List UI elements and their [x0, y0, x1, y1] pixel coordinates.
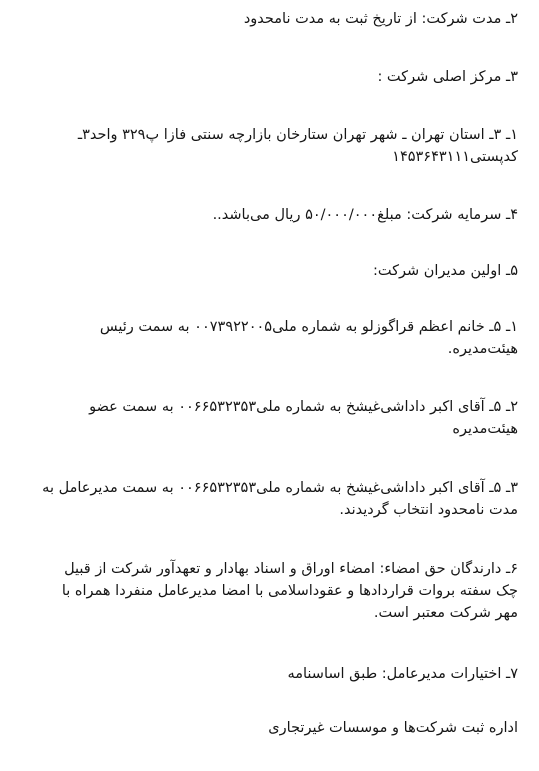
item-capital: ۴ـ سرمایه شرکت: مبلغ۵۰/۰۰۰/۰۰۰ ریال می‌باشد..	[212, 207, 518, 223]
item-first-directors-heading: ۵ـ اولین مدیران شرکت:	[372, 263, 518, 279]
registry-office-footer: اداره ثبت شرکت‌ها و موسسات غیرتجاری	[268, 720, 518, 736]
item-headquarters-address: ۱ـ ۳ـ استان تهران ـ شهر تهران ستارخان بازارچه سنتی فازا پ۳۲۹ واحد۳ـ کدپستی۱۴۵۳۶۴۳۱۱۱	[77, 127, 518, 165]
item-headquarters-heading: ۳ـ مرکز اصلی شرکت :	[377, 69, 518, 85]
item-director-ceo: ۳ـ ۵ـ آقای اکبر داداشی‌غیشخ به شماره ملی۰۰۶۶۵۳۲۳۵۳ به سمت مدیرعامل به مدت نامحدود انتخاب گردیدند.	[42, 480, 518, 518]
item-director-chair: ۱ـ ۵ـ خانم اعظم قراگوزلو به شماره ملی۰۰۷۳۹۲۲۰۰۵ به سمت رئیس هیئت‌مدیره.	[99, 319, 518, 357]
item-duration: ۲ـ مدت شرکت: از تاریخ ثبت به مدت نامحدود	[243, 11, 518, 27]
item-director-member: ۲ـ ۵ـ آقای اکبر داداشی‌غیشخ به شماره ملی۰۰۶۶۵۳۲۳۵۳ به سمت عضو هیئت‌مدیره	[89, 399, 518, 437]
item-ceo-powers: ۷ـ اختیارات مدیرعامل: طبق اساسنامه	[287, 666, 518, 682]
item-signatories: ۶ـ دارندگان حق امضاء: امضاء اوراق و اسناد بهادار و تعهدآور شرکت از قبیل چک سفته بروات قراردادها و عقوداسلامی با امضا مدیرعامل منفردا همراه با مهر شرکت معتبر است.	[61, 561, 518, 621]
